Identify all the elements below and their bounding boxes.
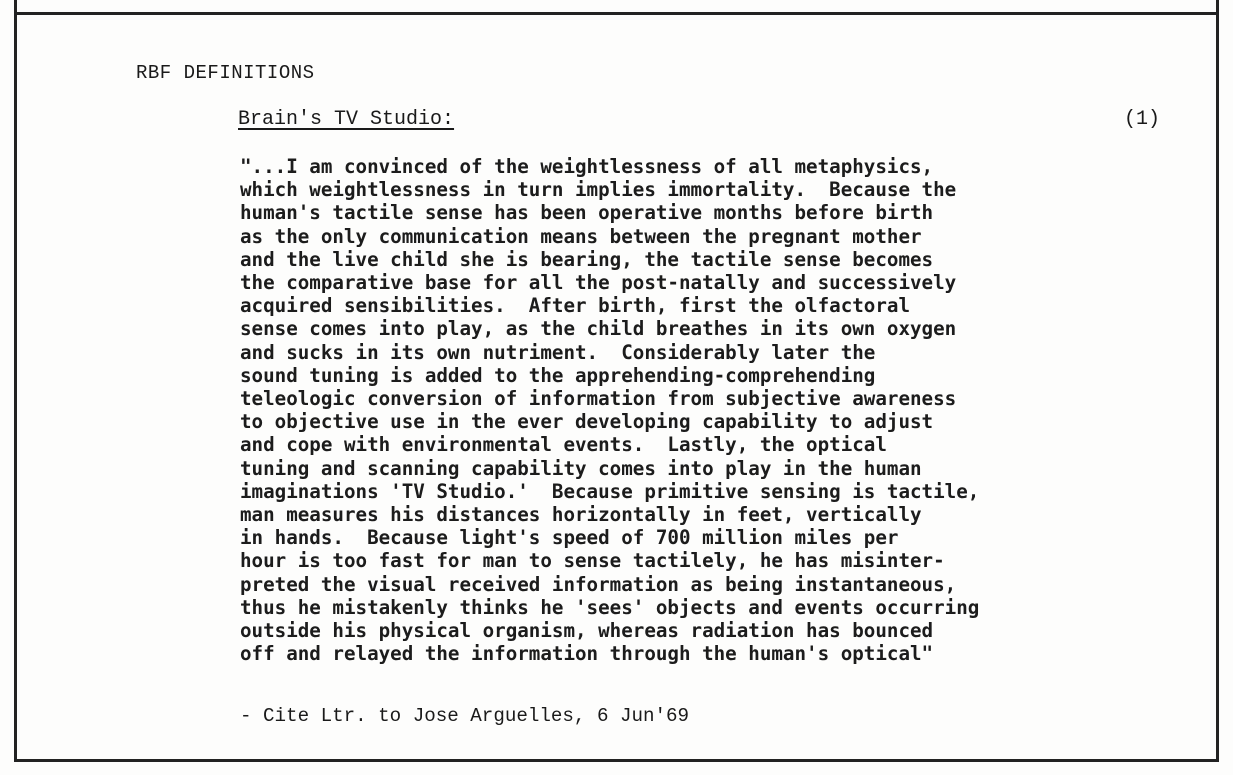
body-line: outside his physical organism, whereas radiation has bounced — [240, 619, 934, 643]
body-line: to objective use in the ever developing capability to adjust — [240, 410, 934, 434]
entry-title: Brain's TV Studio: — [238, 108, 455, 131]
body-line: teleologic conversion of information from subjective awareness — [240, 387, 957, 411]
body-line: and the live child she is bearing, the tactile sense becomes — [240, 247, 934, 271]
body-line: and cope with environmental events. Lastly, the optical — [240, 433, 887, 457]
body-line: sound tuning is added to the apprehending-comprehending — [240, 363, 876, 387]
body-line: thus he mistakenly thinks he 'sees' objects and events occurring — [240, 595, 980, 619]
entry-number: (1) — [1124, 108, 1161, 131]
body-line: human's tactile sense has been operative months before birth — [240, 201, 934, 225]
body-line: "...I am convinced of the weightlessness of all metaphysics, — [240, 155, 934, 178]
body-line: hour is too fast for man to sense tactilely, he has misinter- — [240, 549, 945, 573]
body-line: in hands. Because light's speed of 700 million miles per — [240, 526, 899, 550]
body-line: off and relayed the information through the human's optical" — [240, 642, 934, 666]
body-line: which weightlessness in turn implies immortality. Because the — [240, 178, 957, 202]
body-line: preted the visual received information as being instantaneous, — [240, 572, 957, 596]
body-line: man measures his distances horizontally in feet, vertically — [240, 503, 922, 527]
body-line: acquired sensibilities. After birth, first the olfactoral — [240, 294, 911, 318]
body-line: as the only communication means between the pregnant mother — [240, 224, 922, 248]
body-line: imaginations 'TV Studio.' Because primitive sensing is tactile, — [240, 479, 980, 503]
body-line: and sucks in its own nutriment. Considerably later the — [240, 340, 876, 364]
quotation-body — [240, 155, 1200, 665]
top-rule — [14, 12, 1219, 15]
body-line: tuning and scanning capability comes into play in the human — [240, 456, 922, 480]
citation: - Cite Ltr. to Jose Arguelles, 6 Jun'69 — [240, 705, 690, 727]
body-line: sense comes into play, as the child breathes in its own oxygen — [240, 317, 957, 341]
section-heading: RBF DEFINITIONS — [136, 62, 315, 84]
body-line: the comparative base for all the post-natally and successively — [240, 271, 957, 295]
